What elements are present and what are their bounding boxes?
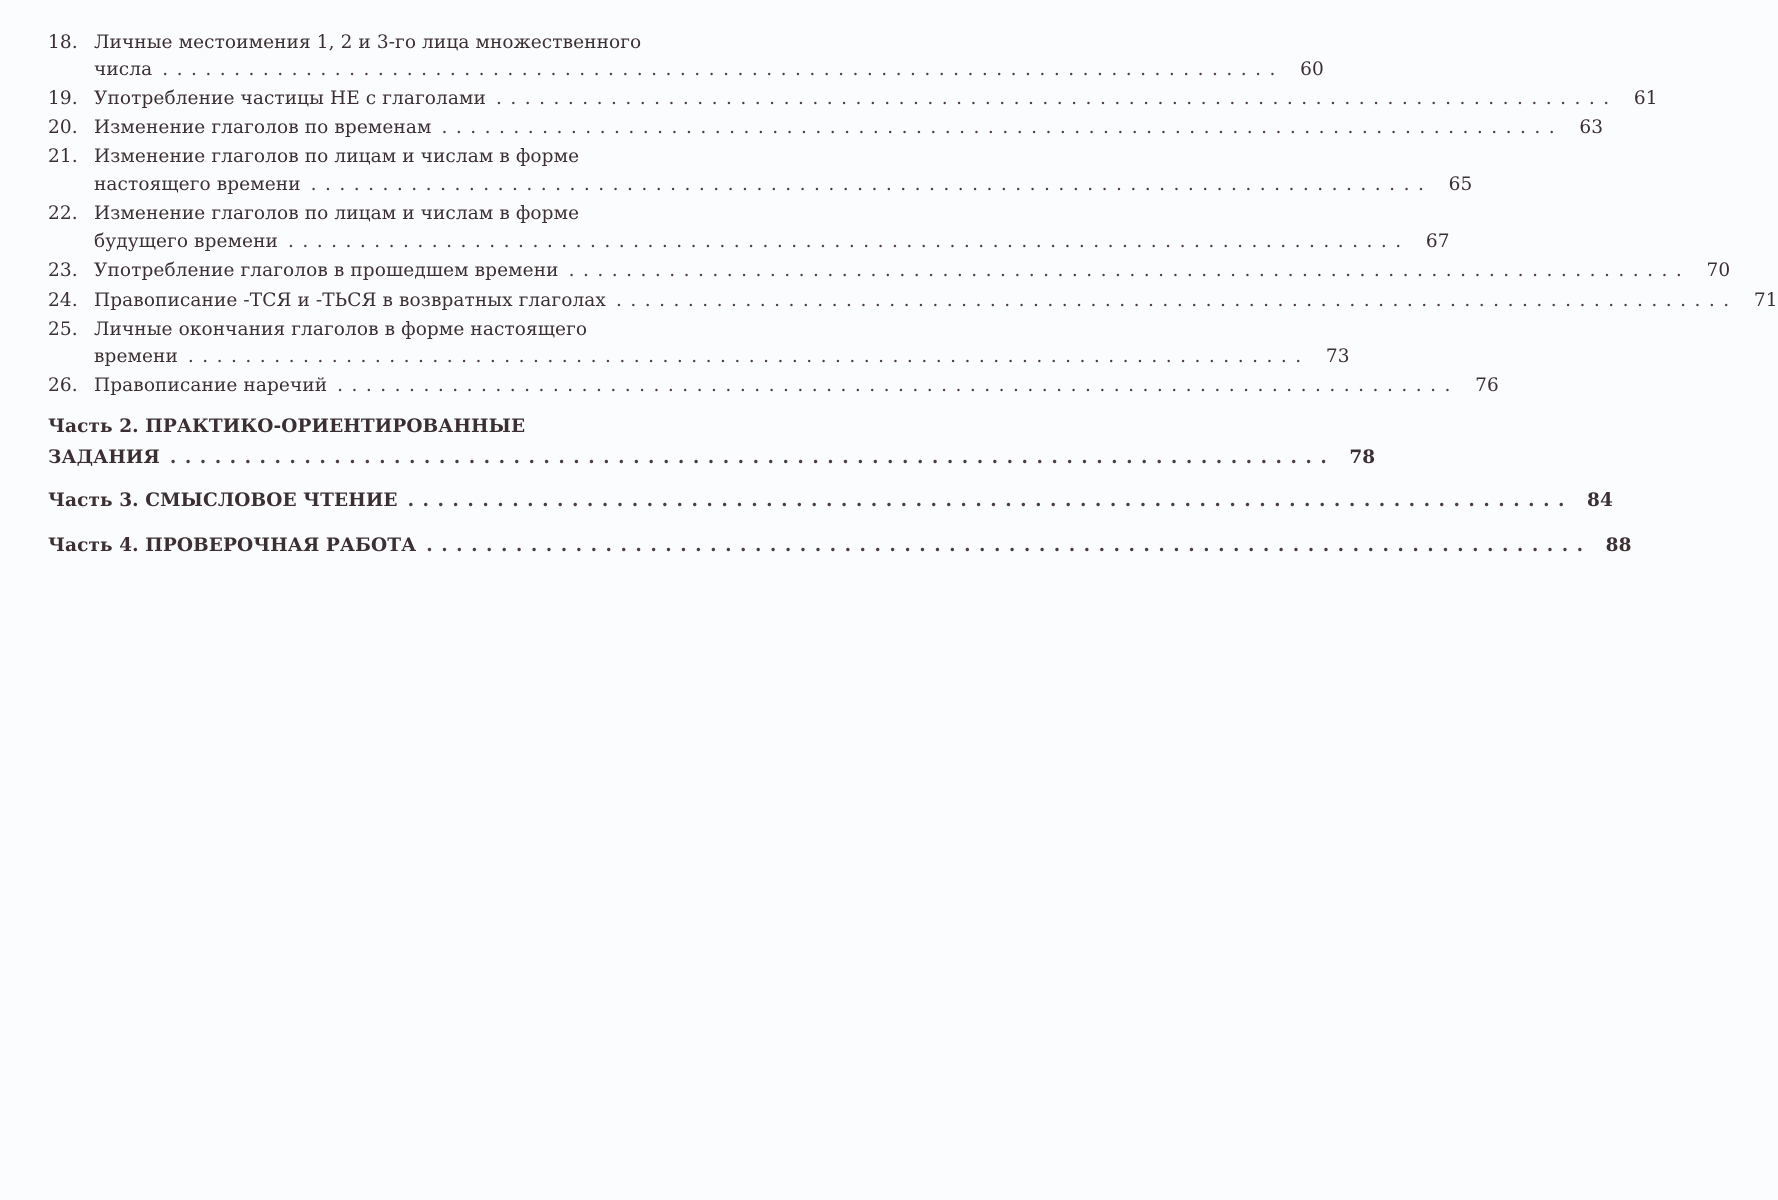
entry-title: числа: [94, 59, 153, 80]
page-number: 73: [1325, 346, 1350, 367]
page-number: 71: [1753, 290, 1778, 311]
entry-title: Изменение глаголов по лицам и числам в форме: [94, 146, 580, 167]
dot-leader: ..............................................................................: [568, 260, 1691, 281]
entry-number: 25.: [48, 319, 78, 340]
entry-number: 20.: [48, 117, 78, 138]
entry-number: 19.: [48, 88, 78, 109]
entry-title: Изменение глаголов по временам: [94, 117, 432, 138]
dot-leader: ..............................................................................: [162, 59, 1284, 80]
entry-number: 21.: [48, 146, 78, 167]
dot-leader: ..............................................................................: [310, 174, 1433, 195]
entry-number: 24.: [48, 290, 78, 311]
entry-title: будущего времени: [94, 231, 278, 252]
dot-leader: ..............................................................................: [169, 447, 1336, 468]
entry-title: настоящего времени: [94, 174, 301, 195]
entry-number: 26.: [48, 375, 78, 396]
entry-title: Правописание наречий: [94, 375, 328, 396]
dot-leader: ..............................................................................: [615, 290, 1738, 311]
page-number: 60: [1300, 59, 1324, 80]
page-number: 67: [1425, 231, 1450, 252]
entry-number: 22.: [48, 203, 78, 224]
entry-title: времени: [94, 346, 178, 367]
entry-title: Употребление глаголов в прошедшем времени: [94, 260, 559, 281]
entry-title: Личные окончания глаголов в форме настоящего: [94, 319, 588, 340]
entry-title: Правописание -ТСЯ и -ТЬСЯ в возвратных глаголах: [94, 290, 606, 311]
dot-leader: ..............................................................................: [187, 346, 1310, 367]
part-title: Часть 4. ПРОВЕРОЧНАЯ РАБОТА: [48, 535, 417, 556]
part-title: Часть 3. СМЫСЛОВОЕ ЧТЕНИЕ: [48, 490, 398, 511]
dot-leader: ..............................................................................: [441, 117, 1564, 138]
page-number: 78: [1349, 447, 1376, 468]
dot-leader: ..............................................................................: [407, 490, 1573, 511]
dot-leader: ..............................................................................: [337, 375, 1459, 396]
page-number: 70: [1706, 260, 1731, 281]
entry-title: Изменение глаголов по лицам и числам в форме: [94, 203, 580, 224]
page-number: 88: [1605, 535, 1632, 556]
dot-leader: ..............................................................................: [495, 88, 1618, 109]
page-number: 61: [1633, 88, 1658, 109]
page-number: 84: [1587, 490, 1613, 511]
entry-number: 18.: [48, 32, 78, 53]
entry-title: Употребление частицы НЕ с глаголами: [94, 88, 486, 109]
page-number: 63: [1579, 117, 1604, 138]
entry-number: 23.: [48, 260, 78, 281]
page-number: 76: [1475, 375, 1499, 396]
dot-leader: ..............................................................................: [287, 231, 1410, 252]
page-number: 65: [1448, 174, 1473, 195]
dot-leader: ..............................................................................: [426, 535, 1592, 556]
entry-title: Личные местоимения 1, 2 и 3-го лица множественного: [94, 32, 642, 53]
part-title: Часть 2. ПРАКТИКО-ОРИЕНТИРОВАННЫЕ: [48, 416, 526, 437]
part-title: ЗАДАНИЯ: [48, 447, 160, 468]
